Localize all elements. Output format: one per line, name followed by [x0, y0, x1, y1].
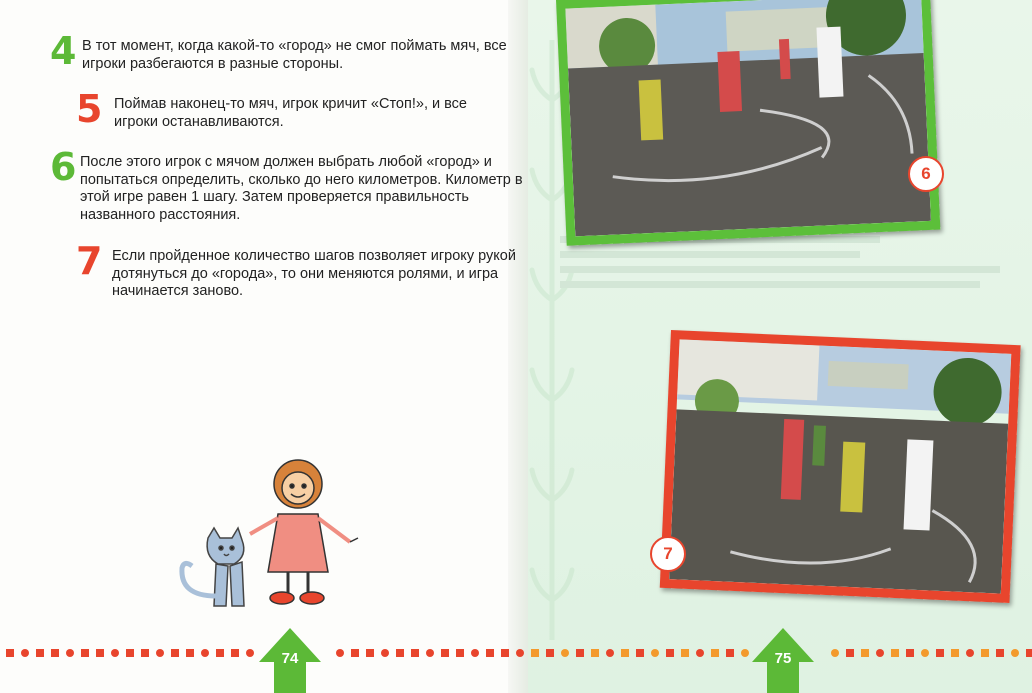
faded-background-text — [560, 228, 1020, 348]
footer-dot — [1026, 649, 1032, 657]
footer-dot — [921, 649, 929, 657]
footer-dot — [201, 649, 209, 657]
footer-dot — [381, 649, 389, 657]
footer-dot — [591, 649, 599, 657]
footer-dot — [96, 649, 104, 657]
photo-step-6 — [556, 0, 940, 246]
footer-dot — [966, 649, 974, 657]
footer-dot — [516, 649, 524, 657]
footer-dot — [411, 649, 419, 657]
footer-dot — [441, 649, 449, 657]
step-number: 4 — [50, 29, 77, 73]
footer-dot-border — [0, 643, 1032, 663]
footer-dot — [861, 649, 869, 657]
footer-dot — [696, 649, 704, 657]
step-text: После этого игрок с мячом должен выбрать любой «город» и попытаться определить, сколько до него километров. Километр в этой игре равен 1 шагу. Затем проверяется правильность названного расстояния. — [80, 154, 523, 223]
step-text: В тот момент, когда какой-то «город» не смог поймать мяч, все игроки разбегаются в разные стороны. — [82, 38, 507, 72]
cat-drawing — [182, 528, 244, 606]
footer-dot — [126, 649, 134, 657]
step-text: Поймав наконец-то мяч, игрок кричит «Стоп!», и все игроки останавливаются. — [114, 96, 467, 130]
photo-7-badge: 7 — [650, 536, 686, 572]
footer-dot — [141, 649, 149, 657]
footer-dot — [471, 649, 479, 657]
footer-dot — [36, 649, 44, 657]
footer-dot — [351, 649, 359, 657]
footer-dot — [831, 649, 839, 657]
footer-dot — [576, 649, 584, 657]
footer-dot — [636, 649, 644, 657]
step-number: 5 — [76, 87, 103, 131]
footer-dot — [186, 649, 194, 657]
footer-dot — [336, 649, 344, 657]
photo-6-badge: 6 — [908, 156, 944, 192]
footer-dot — [366, 649, 374, 657]
footer-dot — [531, 649, 539, 657]
page-number-left: 74 — [281, 650, 299, 667]
footer-dot — [906, 649, 914, 657]
footer-dot — [651, 649, 659, 657]
footer-dot — [681, 649, 689, 657]
footer-dot — [456, 649, 464, 657]
photo-step-7 — [660, 330, 1021, 603]
footer-dot — [741, 649, 749, 657]
photo-scene-7 — [669, 339, 1011, 593]
footer-dot — [6, 649, 14, 657]
footer-dot — [606, 649, 614, 657]
footer-dot — [711, 649, 719, 657]
photo-scene-6 — [565, 0, 931, 236]
footer-dot — [621, 649, 629, 657]
footer-dot — [1011, 649, 1019, 657]
footer-dot — [726, 649, 734, 657]
footer-dot — [936, 649, 944, 657]
footer-dot — [81, 649, 89, 657]
footer-dot — [501, 649, 509, 657]
footer-dot — [996, 649, 1004, 657]
footer-dot — [876, 649, 884, 657]
footer-dot — [846, 649, 854, 657]
footer-dot — [666, 649, 674, 657]
footer-dot — [561, 649, 569, 657]
footer-dot — [426, 649, 434, 657]
footer-dot — [981, 649, 989, 657]
footer-dot — [231, 649, 239, 657]
footer-dot — [486, 649, 494, 657]
footer-dot — [156, 649, 164, 657]
page-number-right: 75 — [774, 650, 792, 667]
footer-dot — [216, 649, 224, 657]
footer-dot — [891, 649, 899, 657]
footer-dot — [21, 649, 29, 657]
footer-dot — [246, 649, 254, 657]
footer-dot — [66, 649, 74, 657]
step-text: Если пройденное количество шагов позволяет игроку рукой дотянуться до «города», то они меняются ролями, и игра начинается заново. — [112, 248, 516, 299]
footer-dot — [546, 649, 554, 657]
footer-dot — [951, 649, 959, 657]
step-number: 7 — [76, 239, 103, 283]
footer-dot — [171, 649, 179, 657]
girl-and-cat-illustration — [170, 456, 370, 616]
girl-drawing — [250, 460, 358, 604]
footer-dot — [51, 649, 59, 657]
footer-dot — [111, 649, 119, 657]
footer-dot — [396, 649, 404, 657]
step-number: 6 — [50, 145, 77, 189]
